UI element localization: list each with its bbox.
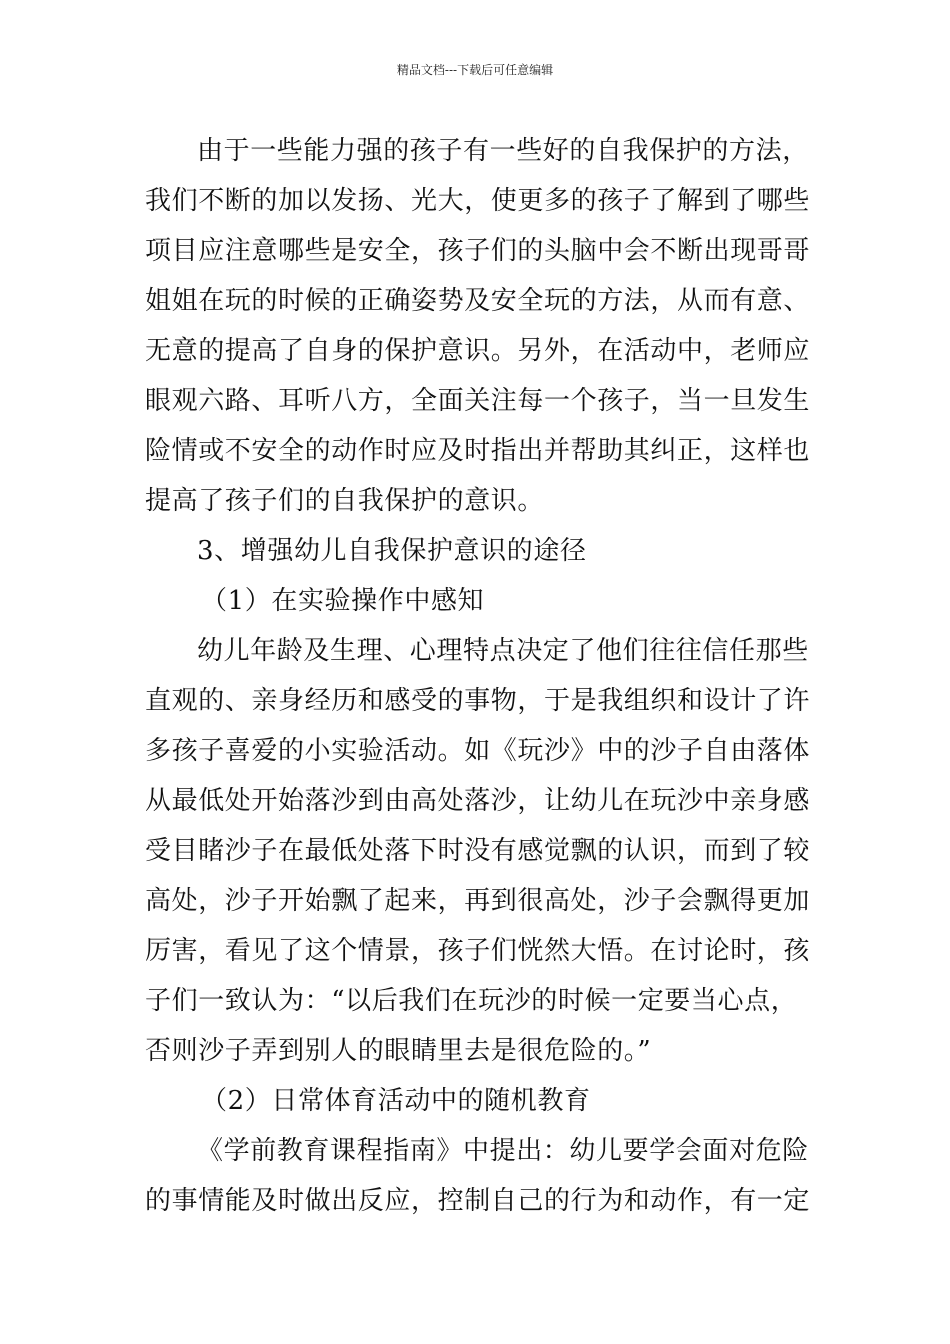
paragraph-line: 从最低处开始落沙到由高处落沙，让幼儿在玩沙中亲身感 [145, 786, 811, 816]
paragraph-line: 厉害，看见了这个情景，孩子们恍然大悟。在讨论时，孩 [145, 936, 811, 966]
paragraph-line: 姐姐在玩的时候的正确姿势及安全玩的方法，从而有意、 [145, 286, 811, 316]
paragraph-line: 高处，沙子开始飘了起来，再到很高处，沙子会飘得更加 [145, 886, 811, 916]
paragraph-line: 险情或不安全的动作时应及时指出并帮助其纠正，这样也 [145, 436, 811, 466]
paragraph-line: 的事情能及时做出反应，控制自己的行为和动作，有一定 [145, 1186, 811, 1216]
section-heading: 3、增强幼儿自我保护意识的途径 [197, 536, 587, 566]
paragraph-line: 我们不断的加以发扬、光大，使更多的孩子了解到了哪些 [145, 186, 811, 216]
paragraph-line: 无意的提高了自身的保护意识。另外，在活动中，老师应 [145, 336, 811, 366]
page-header: 精品文档---下载后可任意编辑 [396, 63, 554, 77]
paragraph-line: 由于一些能力强的孩子有一些好的自我保护的方法， [197, 136, 809, 166]
document-body [145, 126, 811, 1226]
paragraph-line: 眼观六路、耳听八方，全面关注每一个孩子，当一旦发生 [145, 386, 811, 416]
paragraph-line: 幼儿年龄及生理、心理特点决定了他们往往信任那些 [197, 636, 809, 666]
paragraph-line: 受目睹沙子在最低处落下时没有感觉飘的认识，而到了较 [145, 836, 811, 866]
subsection-heading: （1）在实验操作中感知 [201, 586, 485, 616]
paragraph-line: 否则沙子弄到别人的眼睛里去是很危险的。” [145, 1036, 652, 1066]
subsection-heading: （2）日常体育活动中的随机教育 [201, 1086, 591, 1116]
paragraph-line: 多孩子喜爱的小实验活动。如《玩沙》中的沙子自由落体 [145, 736, 811, 766]
paragraph-line: 提高了孩子们的自我保护的意识。 [145, 486, 545, 516]
paragraph-line: 《学前教育课程指南》中提出：幼儿要学会面对危险 [197, 1136, 809, 1166]
paragraph-line: 子们一致认为：“以后我们在玩沙的时候一定要当心点， [145, 986, 798, 1016]
paragraph-line: 直观的、亲身经历和感受的事物，于是我组织和设计了许 [145, 686, 811, 716]
paragraph-line: 项目应注意哪些是安全，孩子们的头脑中会不断出现哥哥 [145, 236, 811, 266]
